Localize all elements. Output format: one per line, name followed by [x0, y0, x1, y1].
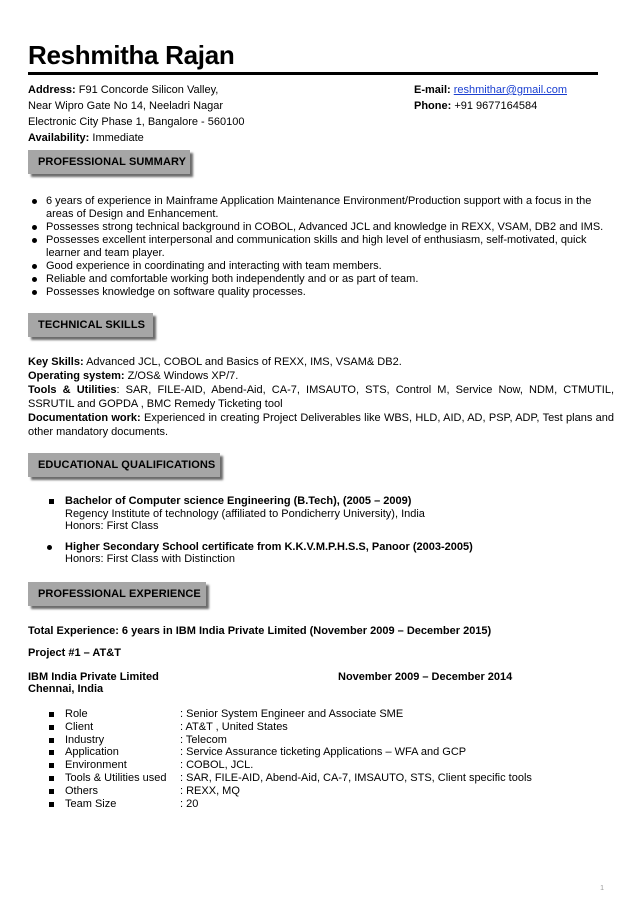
square-bullet: [49, 499, 54, 504]
detail-value: : Telecom: [180, 733, 227, 746]
contact-block: [414, 82, 567, 114]
phone-label: Phone:: [414, 100, 452, 112]
education-degree: Higher Secondary School certificate from K.K.V.M.P.H.S.S, Panoor (2003-2005): [65, 541, 473, 553]
candidate-name: Reshmitha Rajan: [28, 40, 235, 70]
education-institute: Regency Institute of technology (affiliated to Pondicherry University), India: [65, 508, 425, 520]
summary-item: Good experience in coordinating and interacting with team members.: [28, 260, 614, 273]
summary-item: Reliable and comfortable working both independently and or as part of team.: [28, 273, 614, 286]
address-block: [28, 82, 244, 146]
detail-key: Client: [65, 720, 94, 733]
detail-value: : COBOL, JCL.: [180, 759, 254, 772]
skills-block: [28, 355, 614, 439]
detail-value: : Service Assurance ticketing Applications – WFA and GCP: [180, 746, 467, 759]
detail-key: Application: [65, 746, 119, 759]
education-degree: Bachelor of Computer science Engineering (B.Tech), (2005 – 2009): [65, 495, 412, 507]
header-rule: [28, 72, 598, 75]
detail-value: : REXX, MQ: [180, 784, 240, 797]
email-label: E-mail:: [414, 84, 451, 96]
section-header-education: EDUCATIONAL QUALIFICATIONS: [28, 453, 220, 477]
employment-period: November 2009 – December 2014: [338, 671, 513, 683]
os-label: Operating system:: [28, 370, 125, 382]
summary-list: [28, 195, 614, 299]
detail-key: Role: [65, 708, 88, 720]
detail-key: Tools & Utilities used: [65, 771, 167, 784]
documentation-value: Experienced in creating Project Deliverables like WBS, HLD, AID, AD, PSP, ADP, Test plans and other mandatory documents.: [28, 412, 614, 438]
address-line-1: F91 Concorde Silicon Valley,: [78, 84, 219, 96]
email-link[interactable]: reshmithar@gmail.com: [453, 84, 567, 96]
address-label: Address:: [28, 84, 76, 96]
detail-value: : SAR, FILE-AID, Abend-Aid, CA-7, IMSAUTO, STS, Client specific tools: [180, 771, 532, 784]
availability-label: Availability:: [28, 132, 90, 144]
detail-key: Environment: [65, 759, 127, 772]
detail-value: : Senior System Engineer and Associate SME: [180, 708, 404, 720]
round-bullet: [47, 545, 52, 550]
address-line-3: Electronic City Phase 1, Bangalore - 560100: [28, 116, 245, 128]
summary-item: Possesses excellent interpersonal and communication skills and high level of enthusiasm, self-motivated, quick learner and team player.: [28, 234, 614, 260]
section-header-summary: PROFESSIONAL SUMMARY: [28, 150, 190, 174]
page-number: 1: [600, 885, 604, 892]
detail-key: Industry: [65, 733, 105, 746]
company-name: IBM India Private Limited: [28, 671, 159, 683]
availability-value: Immediate: [92, 132, 144, 144]
company-location: Chennai, India: [28, 683, 104, 695]
address-line-2: Near Wipro Gate No 14, Neeladri Nagar: [28, 100, 224, 112]
detail-value: : 20: [180, 797, 199, 810]
os-value: Z/OS& Windows XP/7.: [127, 370, 239, 382]
tools-value: : SAR, FILE-AID, Abend-Aid, CA-7, IMSAUTO, STS, Control M, Service Now, NDM, CTMUTIL, SSRUTIL and GOPDA , BMC Remedy Ticketing tool: [28, 384, 614, 410]
phone-value: +91 9677164584: [454, 100, 538, 112]
key-skills-label: Key Skills:: [28, 356, 84, 368]
project-title: Project #1 – AT&T: [28, 647, 121, 659]
summary-item: Possesses strong technical background in COBOL, Advanced JCL and knowledge in REXX, VSAM, DB2 and IMS.: [28, 221, 614, 234]
detail-key: Others: [65, 784, 99, 797]
detail-key: Team Size: [65, 797, 117, 810]
summary-item: 6 years of experience in Mainframe Application Maintenance Environment/Production support with a focus in the areas of Design and Enhancement.: [28, 195, 614, 221]
documentation-label: Documentation work:: [28, 412, 141, 424]
section-header-experience: PROFESSIONAL EXPERIENCE: [28, 582, 206, 606]
education-honors: Honors: First Class: [65, 520, 159, 532]
key-skills-value: Advanced JCL, COBOL and Basics of REXX, IMS, VSAM& DB2.: [86, 356, 402, 368]
detail-value: : AT&T , United States: [180, 720, 288, 733]
tools-label: Tools & Utilities: [28, 384, 117, 396]
section-header-skills: TECHNICAL SKILLS: [28, 313, 153, 337]
summary-item: Possesses knowledge on software quality processes.: [28, 286, 614, 299]
total-experience: Total Experience: 6 years in IBM India Private Limited (November 2009 – December 2015): [28, 625, 492, 637]
education-honors: Honors: First Class with Distinction: [65, 553, 235, 565]
